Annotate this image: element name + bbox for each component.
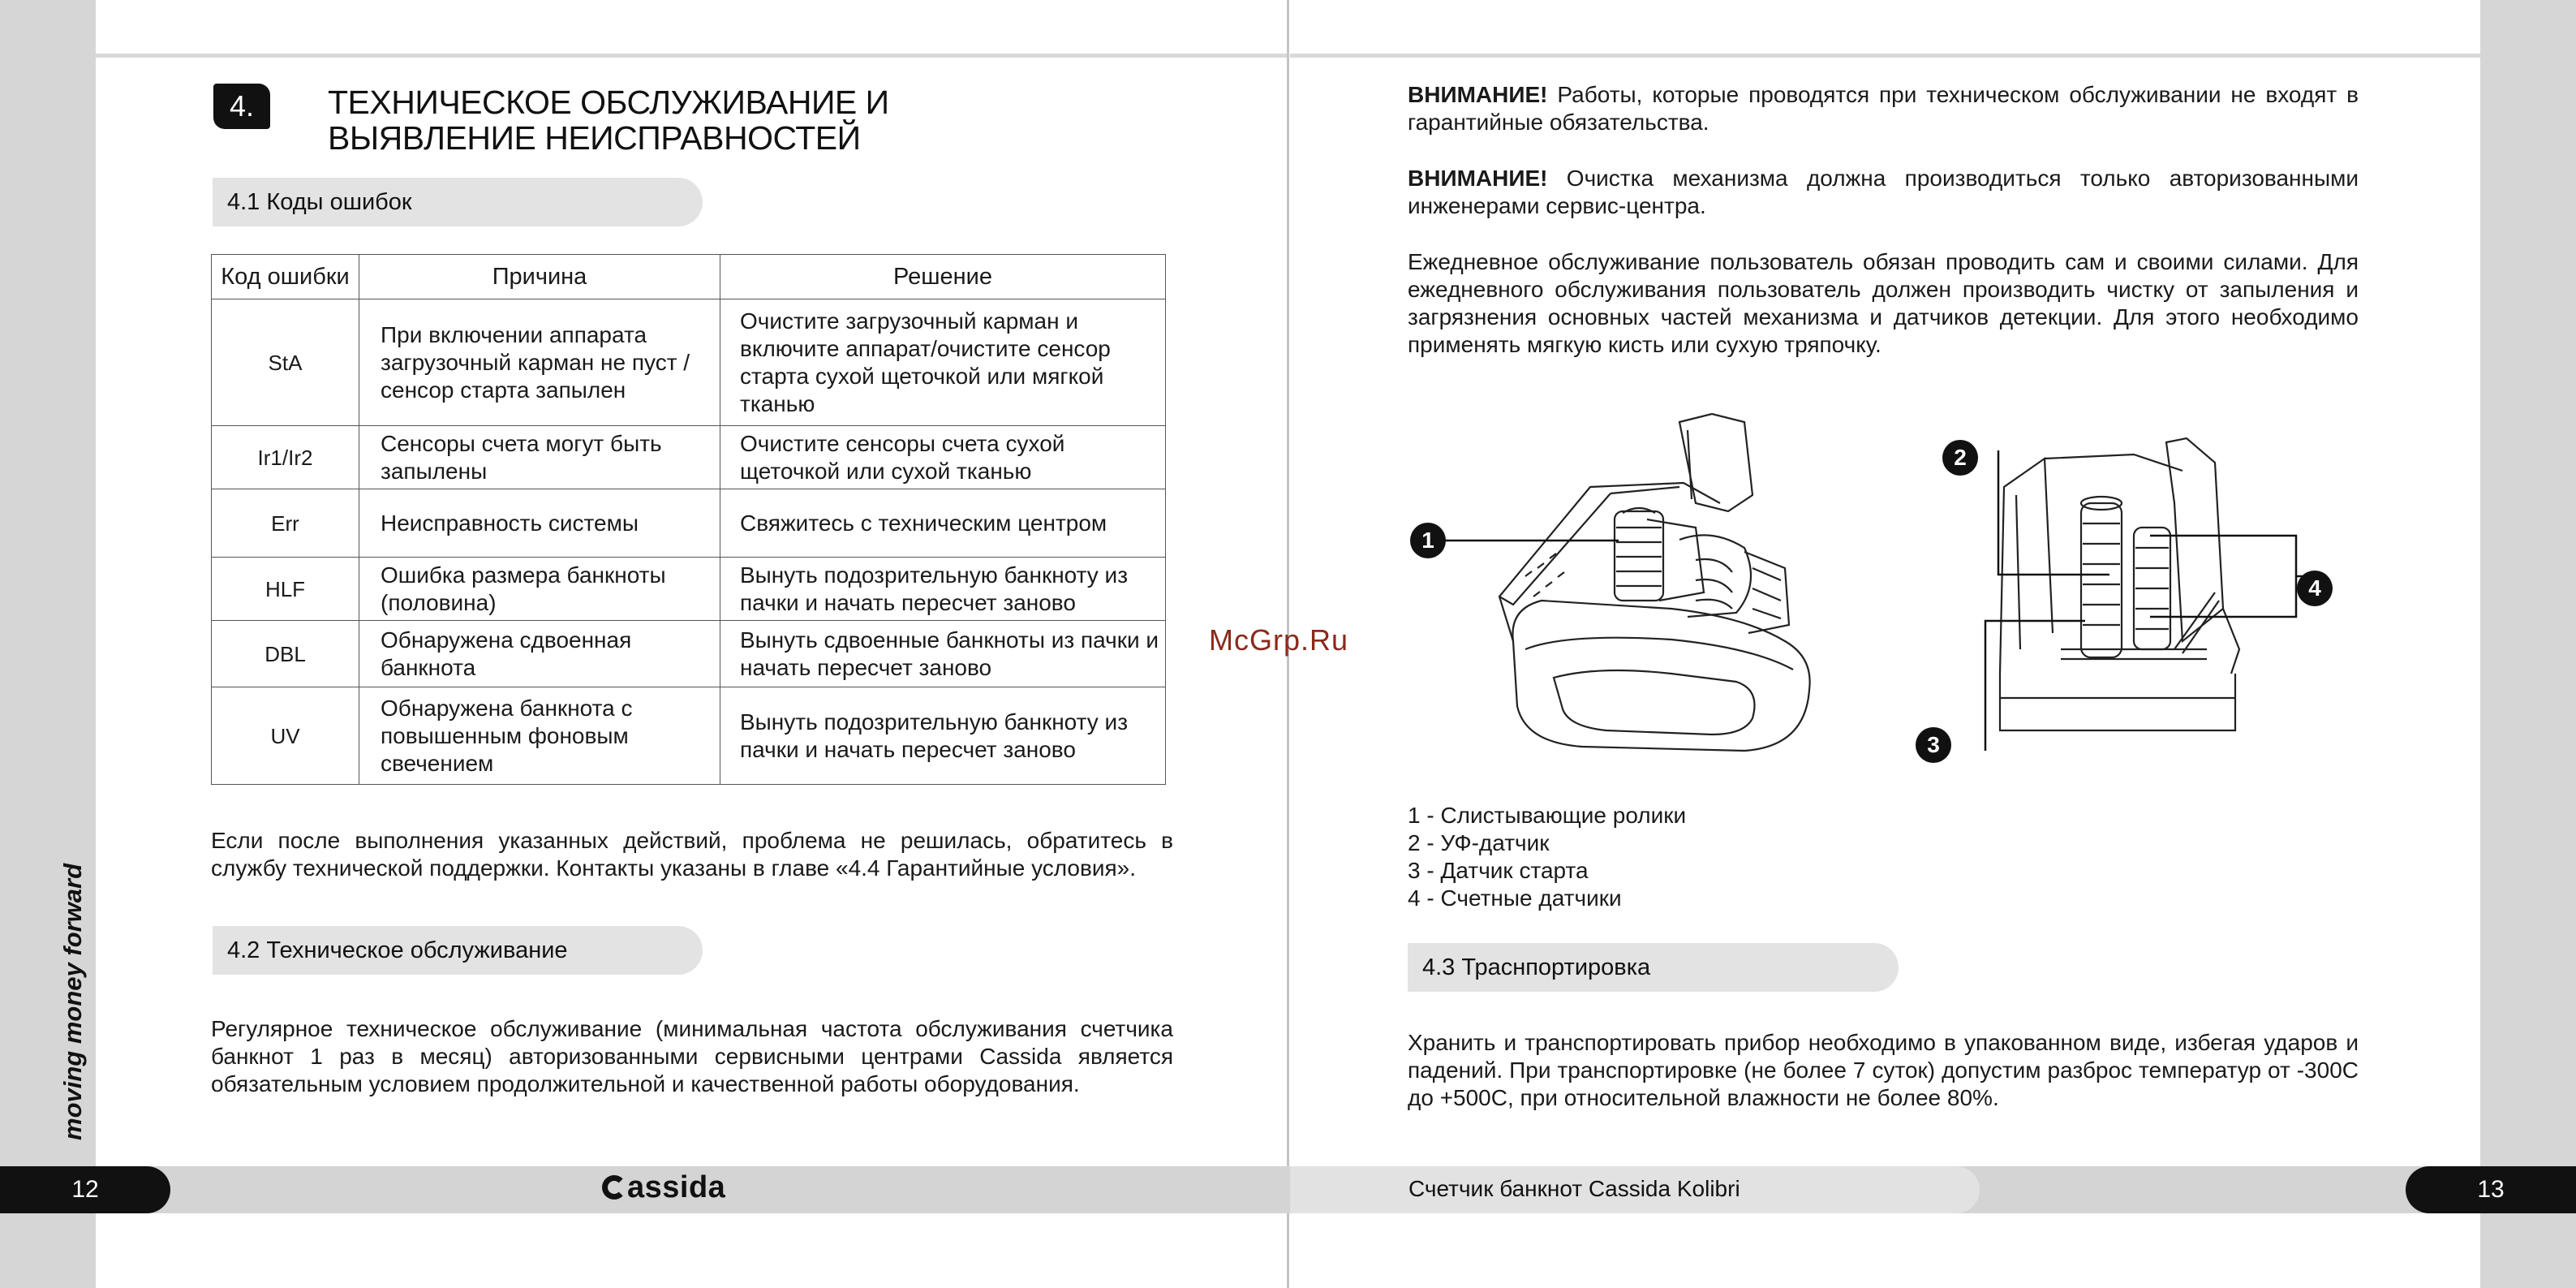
footer-band [96, 1166, 2480, 1213]
callout-badge-2: 2 [1942, 440, 1978, 476]
page-number-right: 13 [2406, 1166, 2576, 1213]
col-header-code: Код ошибки [212, 255, 359, 299]
error-cause: Обнаружена сдвоенная банкнота [359, 621, 720, 687]
page-number-left: 12 [0, 1166, 170, 1213]
warning-text: Работы, которые проводятся при техническом обслуживании не входят в гарантийные обязательства. [1408, 82, 2359, 135]
warning-paragraph-2 [1408, 165, 2359, 220]
table-row [212, 426, 1166, 489]
footer-product-title: Счетчик банкнот Cassida Kolibri [1408, 1176, 1740, 1201]
table-row [212, 687, 1166, 785]
col-header-solution: Решение [720, 255, 1166, 299]
subsection-heading-maintenance: 4.2 Техническое обслуживание [213, 926, 703, 975]
device-diagram [1404, 406, 2377, 779]
error-code: StA [212, 299, 359, 426]
error-solution: Вынуть подозрительную банкноту из пачки и начать пересчет заново [720, 558, 1166, 621]
callout-badge-4: 4 [2297, 571, 2333, 606]
warning-paragraph-1 [1408, 81, 2359, 136]
sidebar-tagline: moving money forward [58, 863, 87, 1140]
after-table-paragraph: Если после выполнения указанных действий, проблема не решилась, обратитесь в службу технической поддержки. Контакты указаны в главе «4.4 Гарантийные условия». [211, 828, 1173, 881]
transport-paragraph: Хранить и транспортировать прибор необходимо в упакованном виде, избегая ударов и падений. При транспортировке (не более 7 суток) допустим разброс температур от -300С до +500С, при относительной влажности не более 80%. [1408, 1030, 2359, 1110]
error-solution: Очистите сенсоры счета сухой щеточкой или сухой тканью [720, 426, 1166, 489]
warning-text: Очистка механизма должна производиться только авторизованными инженерами сервис-центра. [1408, 166, 2359, 218]
error-solution: Вынуть подозрительную банкноту из пачки и начать пересчет заново [720, 687, 1166, 785]
diagram-legend [1408, 802, 1686, 912]
col-header-cause: Причина [359, 255, 720, 299]
warning-label: ВНИМАНИЕ! [1408, 166, 1548, 191]
callout-badge-1: 1 [1410, 523, 1446, 558]
watermark: McGrp.Ru [1209, 623, 1349, 657]
cassida-logo [602, 1170, 725, 1205]
daily-maintenance-paragraph: Ежедневное обслуживание пользователь обязан проводить сам и своими силами. Для ежедневного обслуживания пользователь должен производить чистку от запыления и загрязнения основных частей механизма и датчиков детекции. Для этого необходимо применять мягкую кисть или сухую тряпочку. [1408, 249, 2359, 357]
error-cause: Неисправность системы [359, 489, 720, 558]
warning-label: ВНИМАНИЕ! [1408, 82, 1548, 107]
legend-item: 4 - Счетные датчики [1408, 885, 1622, 911]
error-cause: Обнаружена банкнота с повышенным фоновым свечением [359, 687, 720, 785]
device-right-drawing [2000, 438, 2239, 730]
table-row [212, 489, 1166, 558]
table-header-row [212, 255, 1166, 299]
error-cause: При включении аппарата загрузочный карман не пуст /сенсор старта запылен [359, 299, 720, 426]
table-row [212, 299, 1166, 426]
section-number: 4. [213, 84, 270, 129]
device-left-drawing [1499, 414, 1810, 751]
legend-item: 2 - УФ-датчик [1408, 830, 1550, 855]
top-rule-left [96, 54, 1287, 58]
error-codes-table [211, 254, 1166, 785]
legend-item: 1 - Слистывающие ролики [1408, 803, 1687, 828]
subsection-heading-transport: 4.3 Траснпортировка [1408, 943, 1899, 992]
error-code: UV [212, 687, 359, 785]
error-code: Ir1/Ir2 [212, 426, 359, 489]
error-code: DBL [212, 621, 359, 687]
section-title [328, 84, 1139, 156]
logo-text: assida [627, 1170, 726, 1204]
error-cause: Сенсоры счета могут быть запылены [359, 426, 720, 489]
error-solution: Свяжитесь с техническим центром [720, 489, 1166, 558]
error-code: HLF [212, 558, 359, 621]
error-solution: Вынуть сдвоенные банкноты из пачки и начать пересчет заново [720, 621, 1166, 687]
error-cause: Ошибка размера банкноты (половина) [359, 558, 720, 621]
section-title-line-1: ТЕХНИЧЕСКОЕ ОБСЛУЖИВАНИЕ И [328, 84, 889, 121]
right-margin-band [2480, 0, 2576, 1288]
leader-line-2 [1998, 450, 2109, 575]
legend-item: 3 - Датчик старта [1408, 858, 1589, 883]
error-code: Err [212, 489, 359, 558]
table-row [212, 558, 1166, 621]
section-title-line-2: ВЫЯВЛЕНИЕ НЕИСПРАВНОСТЕЙ [328, 119, 861, 157]
logo-c-icon [602, 1175, 626, 1200]
table-row [212, 621, 1166, 687]
subsection-heading-error-codes: 4.1 Коды ошибок [213, 178, 703, 226]
top-rule-right [1290, 54, 2480, 58]
callout-badge-3: 3 [1916, 727, 1951, 763]
maintenance-paragraph: Регулярное техническое обслуживание (минимальная частота обслуживания счетчика банкнот 1 раз в месяц) авторизованными сервисными центрами Cassida является обязательным условием продолжительной и качественной работы оборудования. [211, 1016, 1173, 1096]
error-solution: Очистите загрузочный карман и включите аппарат/очистите сенсор старта сухой щеточкой или мягкой тканью [720, 299, 1166, 426]
